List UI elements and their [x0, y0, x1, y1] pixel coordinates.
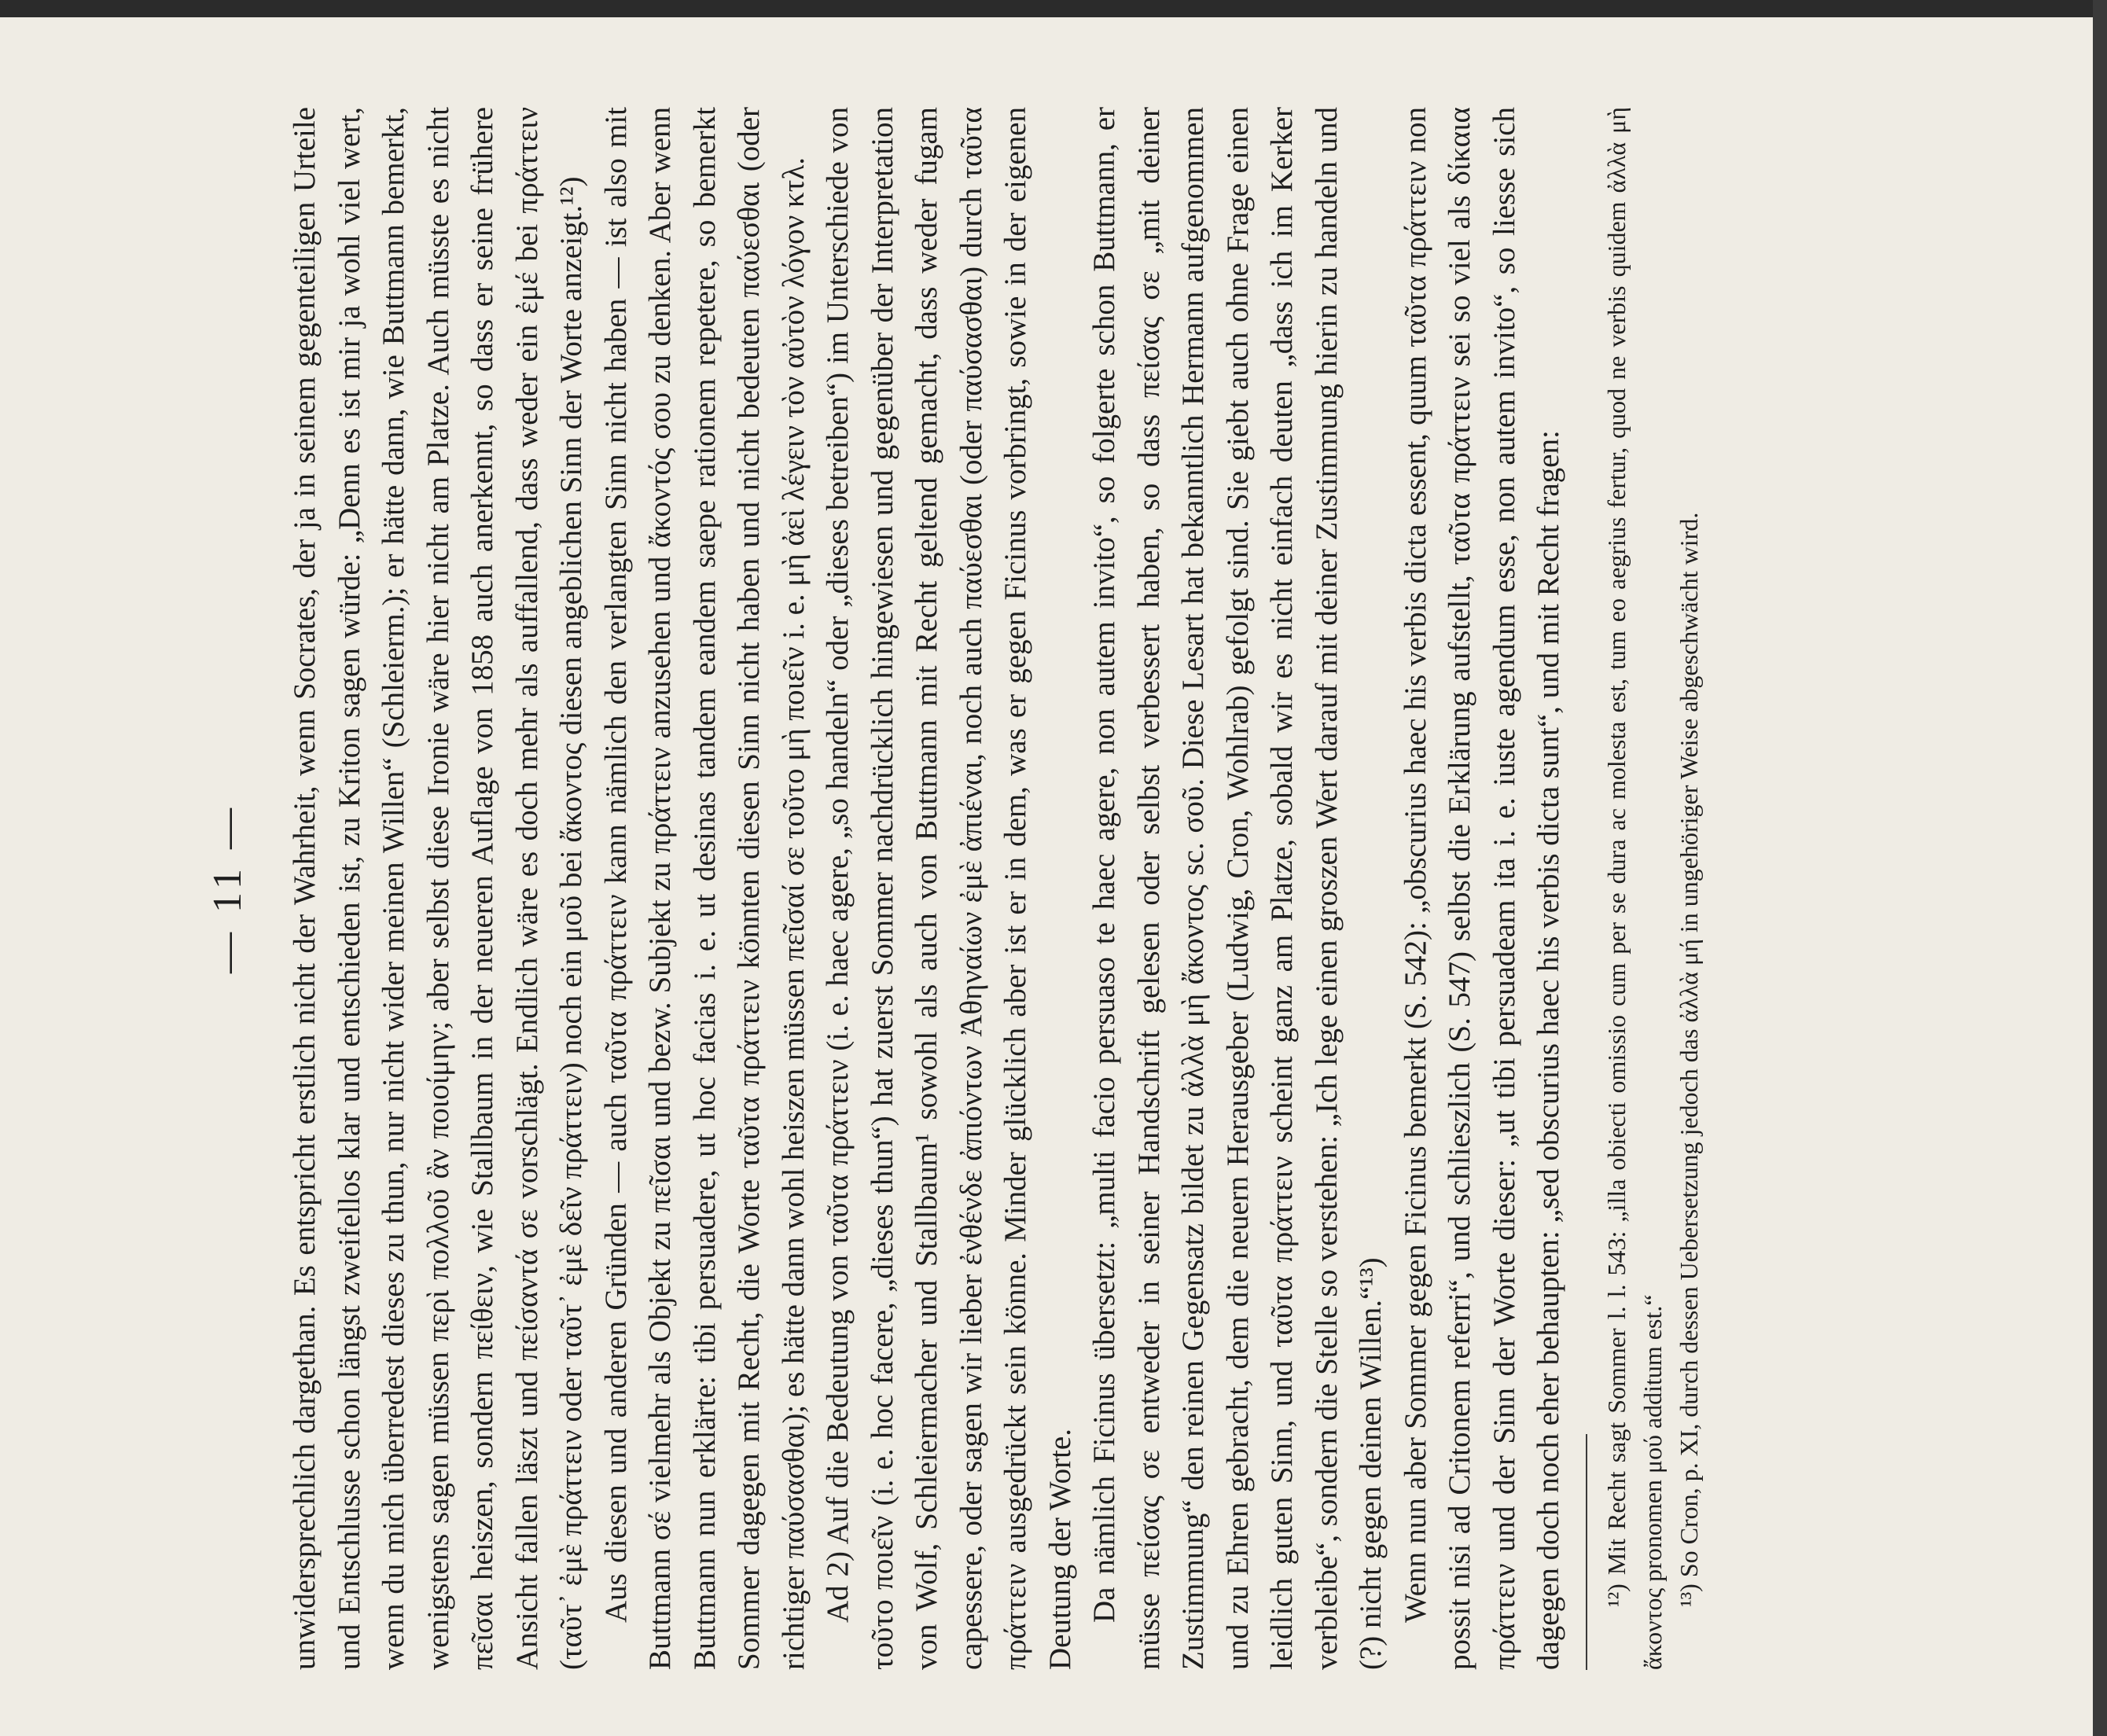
footnote-13: ¹³) So Cron, p. XI, durch dessen Uebersetzung jedoch das ἀλλὰ μή in ungehöriger Weise abgeschwächt wird.: [1674, 512, 1703, 1607]
paragraph-3: Ad 2) Auf die Bedeutung von ταῦτα πράττειν (i. e. haec agere, „so handeln“ oder „dieses betreiben“) im Unterschiede von τοῦτο ποιεῖν (i. e. hoc facere, „dieses thun“) hat zuerst Sommer nachdrücklich hingewiesen und gegenüber der Interpretation von Wolf, Schleiermacher und Stallbaum¹ sowohl als auch von Buttmann mit Recht geltend gemacht, dass weder fugam capessere, oder sagen wir lieber ἐνθένδε ἀπιόντων Ἀθηναίων ἐμὲ ἀπιέναι, noch auch παύεσθαι (oder παύσασθαι) durch ταῦτα πράττειν ausgedrückt sein könne. Minder glücklich aber ist er in dem, was er gegen Ficinus vorbringt, sowie in der eigenen Deutung der Worte.: [821, 107, 1077, 1670]
paragraph-1: unwidersprechlich dargethan. Es entspricht erstlich nicht der Wahrheit, wenn Socrates, der ja in seinem gegenteiligen Urteile und Entschlusse schon längst zweifellos klar und entschieden ist, zu Kriton sagen würde: „Denn es ist mir ja wohl viel wert, wenn du mich überredest dieses zu thun, nur nicht wider meinen Willen“ (Schleierm.); er hätte dann, wie Buttmann bemerkt, wenigstens sagen müssen περὶ πολλοῦ ἂν ποιοίμην; aber selbst diese Ironie wäre hier nicht am Platze. Auch müsste es nicht πεῖσαι heiszen, sondern πείθειν, wie Stallbaum in der neueren Auflage von 1858 auch anerkennt, so dass er seine frühere Ansicht fallen läszt und πείσαντά σε vorschlägt. Endlich wäre es doch mehr als auffallend, dass weder ein ἐμέ bei πράττειν (ταῦτ᾽ ἐμὲ πράττειν oder ταῦτ᾽ ἐμὲ δεῖν πράττειν) noch ein μοῦ bei ἄκοντος diesen angeblichen Sinn der Worte anzeigt.¹²): [288, 107, 588, 1670]
scan-border-top: [0, 0, 2107, 17]
body-text: [283, 107, 1572, 1670]
paragraph-4: Da nämlich Ficinus übersetzt: „multi facio persuaso te haec agere, non autem invito“, so folgerte schon Buttmann, er müsse πείσας σε entweder in seiner Handschrift gelesen oder selbst verbessert haben, so dass πείσας σε „mit deiner Zustimmung“ den reinen Gegensatz bildet zu ἀλλὰ μὴ ἄκοντος sc. σοῦ. Diese Lesart hat bekanntlich Hermann aufgenommen und zu Ehren gebracht, dem die neuern Herausgeber (Ludwig, Cron, Wohlrab) gefolgt sind. Sie giebt auch ohne Frage einen leidlich guten Sinn, und ταῦτα πράττειν scheint ganz am Platze, sobald wir es nicht einfach deuten „dass ich im Kerker verbleibe“, sondern die Stelle so verstehen: „Ich lege einen groszen Wert darauf mit deiner Zustimmung hierin zu handeln und (?) nicht gegen deinen Willen.“¹³): [1087, 107, 1388, 1670]
paragraph-2: Aus diesen und anderen Gründen — auch ταῦτα πράττειν kann nämlich den verlangten Sinn nicht haben — ist also mit Buttmann σέ vielmehr als Objekt zu πεῖσαι und bezw. Subjekt zu πράττειν anzusehen und ἄκοντός σου zu denken. Aber wenn Buttmann nun erklärte: tibi persuadere, ut hoc facias i. e. ut desinas tandem eandem saepe rationem repetere, so bemerkt Sommer dagegen mit Recht, die Worte ταῦτα πράττειν könnten diesen Sinn nicht haben und nicht bedeuten παύεσθαι (oder richtiger παύσασθαι); es hätte dann wohl heiszen müssen πεῖσαί σε τοῦτο μὴ ποιεῖν i. e. μὴ ἀεὶ λέγειν τὸν αὐτὸν λόγον κτλ.: [598, 107, 811, 1670]
footnote-divider: [1586, 1434, 1587, 1670]
footnotes: [1598, 107, 1707, 1670]
paragraph-5: Wenn nun aber Sommer gegen Ficinus bemerkt (S. 542): „obscurius haec his verbis dicta essent, quum ταῦτα πράττειν non possit nisi ad Critonem referri“, und schlieszlich (S. 547) selbst die Erklärung aufstellt, ταῦτα πράττειν sei so viel als δίκαια πράττειν und der Sinn der Worte dieser: „ut tibi persuadeam ita i. e. iuste agendum esse, non autem invito“, so liesse sich dagegen doch noch eher behaupten: „sed obscurius haec his verbis dicta sunt“, und mit Recht fragen:: [1398, 107, 1565, 1670]
footnote-12: ¹²) Mit Recht sagt Sommer l. l. 543: „illa obiecti omissio cum per se dura ac molesta est, tum eo aegrius fertur, quod ne verbis quidem ἀλλὰ μὴ ἄκοντος pronomen μού additum est.“: [1601, 107, 1667, 1670]
page-number: — 11 —: [205, 803, 250, 974]
scan-border-right: [2093, 0, 2107, 1736]
book-page: [204, 79, 1903, 1698]
